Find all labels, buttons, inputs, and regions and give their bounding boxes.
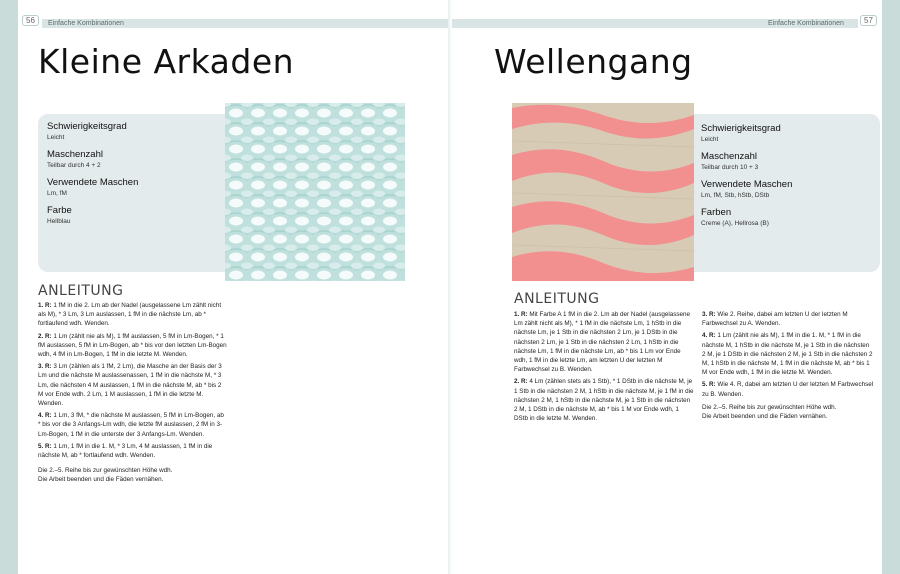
closing-line: Die 2.–5. Reihe bis zur gewünschten Höhe wdh. xyxy=(38,467,173,475)
stitches-used-value: Lm, fM xyxy=(47,190,67,197)
stitches-used-label: Verwendete Maschen xyxy=(701,179,793,190)
instructions-col2 xyxy=(702,310,874,424)
instructions-heading: ANLEITUNG xyxy=(514,291,600,307)
wave-swatch-image xyxy=(512,103,694,281)
colors-value: Creme (A), Hellrosa (B) xyxy=(701,220,769,227)
difficulty-label: Schwierigkeitsgrad xyxy=(701,123,781,134)
closing-line: Die Arbeit beenden und die Fäden vernähen. xyxy=(702,413,828,421)
colors-label: Farben xyxy=(701,207,732,218)
stitch-count-value: Teilbar durch 10 + 3 xyxy=(701,164,759,171)
running-head: Einfache Kombinationen xyxy=(48,20,124,27)
step: 3. R: Wie 2. Reihe, dabei am letzten U der letzten M Farbwechsel zu A. Wenden. xyxy=(702,311,848,328)
stitch-count-label: Maschenzahl xyxy=(47,149,103,160)
closing-line: Die 2.–5. Reihe bis zur gewünschten Höhe wdh. xyxy=(702,403,837,411)
step: 5. R: 1 Lm, 1 fM in die 1. M, * 3 Lm, 4 M auslassen, 1 fM in die nächste M, ab * fortlaufend wdh. Wenden. xyxy=(38,442,213,460)
book-spread xyxy=(18,0,882,574)
stitches-used-value: Lm, fM, Stb, hStb, DStb xyxy=(701,192,770,199)
instructions-col1 xyxy=(514,310,694,426)
step: 2. R: 4 Lm (zählen stets als 1 Stb), * 1 DStb in die nächste M, je 1 Stb in die nächsten 2 M, 1 hStb in die nächste M, je 1 fM in die nächsten 2 M, 1 hStb in die nächste M, je 1 Stb in die nächsten 2 M, 1 DStb in die nächste M, ab * bis 1 M vor Ende wdh, 1 DStb in die letzte M. Wenden. xyxy=(514,378,694,423)
pattern-title: Wellengang xyxy=(494,42,693,81)
step: 5. R: Wie 4. R, dabei am letzten U der letzten M Farbwechsel zu B. Wenden. xyxy=(702,381,874,398)
step: 3. R: 3 Lm (zählen als 1 fM, 2 Lm), die Masche an der Basis der 3 Lm und die nächste M auslassenassen, 1 fM in die nächste M, * 3 Lm, die nächsten 4 M auslassen, 1 fM in die nächste M, ab * bis 2 M vor Ende wdh. 2 Lm, 1 M auslassen, 1 fM in die letzte M. Wenden. xyxy=(38,363,222,408)
pattern-title: Kleine Arkaden xyxy=(38,42,295,81)
closing-line: Die Arbeit beenden und die Fäden vernähen. xyxy=(38,476,164,484)
left-page xyxy=(18,0,448,574)
step: 4. R: 1 Lm (zählt nie als M), 1 fM in die 1. M, * 1 fM in die nächste M, 1 hStb in die nächste M, je 1 Stb in die nächsten 2 M, je 1 DStb in die nächsten 2 M, je 1 Stb in die nächsten 2 M, 1 hStb in die nächste M, 1 fM in die nächste M, ab * bis 1 M vor Ende wdh, 1 fM in die letzte M. Wenden. xyxy=(702,332,873,377)
light-blue-swatch-image xyxy=(225,103,405,281)
page-number: 57 xyxy=(860,15,877,26)
instructions-text xyxy=(38,301,228,488)
pattern-info xyxy=(701,123,871,235)
stitches-used-label: Verwendete Maschen xyxy=(47,177,139,188)
step: 4. R: 1 Lm, 3 fM, * die nächste M auslassen, 5 fM in Lm-Bogen, ab * bis vor die 3 Anfangs-Lm wdh, die letzte fM auslassen, 2 fM in 3-Lm-Bogen, 1 fM in die unterste der 3 Anfangs-Lm. Wenden. xyxy=(38,412,224,438)
color-label: Farbe xyxy=(47,205,72,216)
step: 1. R: Mit Farbe A 1 fM in die 2. Lm ab der Nadel (ausgelassene Lm zählt nicht als M), * 1 fM in die nächste Lm, 1 hStb in die nächste Lm, je 1 Stb in die nächsten 2 Lm, je 1 DStb in die nächsten 2 Lm, je 1 Stb in die nächsten 2 Lm, 1 hStb in die nächste Lm, 1 fM in die nächste Lm, ab * bis 1 Lm vor Ende wdh, 1 fM in die letzte Lm, am letzten U der letzten M Farbwechsel zu B. Wenden. xyxy=(514,311,691,374)
difficulty-value: Leicht xyxy=(701,136,719,143)
stitch-count-value: Teilbar durch 4 + 2 xyxy=(47,162,101,169)
step: 2. R: 1 Lm (zählt nie als M), 1 fM auslassen, 5 fM in Lm-Bogen, * 1 fM auslassen, 5 fM in Lm-Bogen, ab * bis vor den letzten Lm-Bogen wdh, 4 fM in Lm-Bogen, 1 fM in die letzte M. Wenden. xyxy=(38,332,227,359)
instructions-heading: ANLEITUNG xyxy=(38,283,124,299)
step: 1. R: 1 fM in die 2. Lm ab der Nadel (ausgelassene Lm zählt nicht als M), * 3 Lm, 3 Lm auslassen, 1 fM in die nächste Lm, ab * fortlaufend wdh. Wenden. xyxy=(38,302,222,328)
running-head: Einfache Kombinationen xyxy=(768,20,844,27)
difficulty-label: Schwierigkeitsgrad xyxy=(47,121,127,132)
stitch-count-label: Maschenzahl xyxy=(701,151,757,162)
page-number: 56 xyxy=(22,15,39,26)
pattern-info xyxy=(47,121,217,233)
difficulty-value: Leicht xyxy=(47,134,65,141)
color-value: Hellblau xyxy=(47,218,71,225)
right-page xyxy=(450,0,882,574)
